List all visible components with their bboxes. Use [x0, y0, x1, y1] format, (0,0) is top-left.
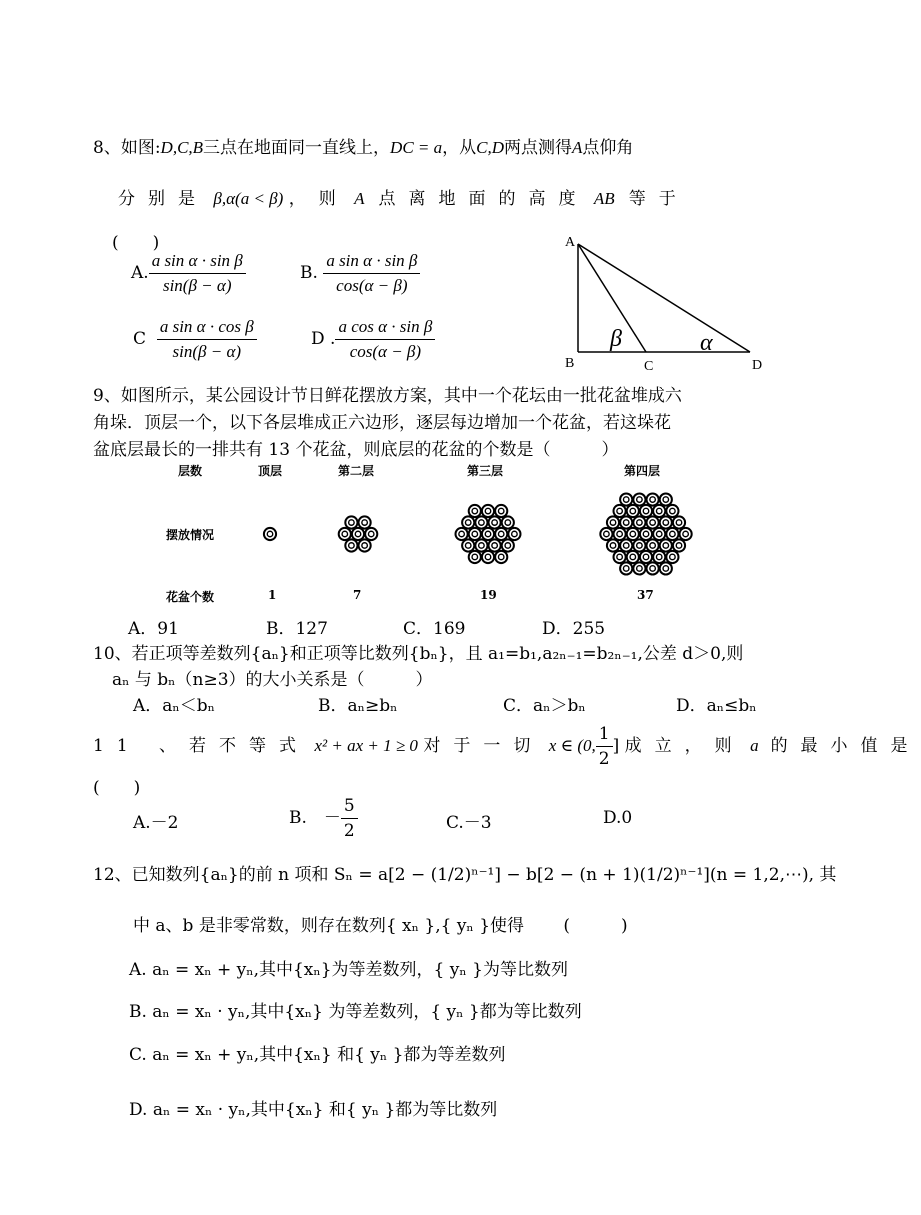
q8-option-c — [133, 316, 257, 363]
q8-points: D,C,B — [160, 138, 204, 157]
hexagon-layer-4 — [600, 493, 691, 574]
flowerpot — [614, 551, 626, 563]
q8-option-b — [300, 250, 420, 297]
flowerpot-inner — [630, 554, 635, 559]
q8-text: 三点在地面同一直线上， — [203, 138, 391, 158]
flowerpot — [614, 505, 626, 517]
hexagon-layer-2 — [339, 516, 378, 551]
q10-line1: 10、若正项等差数列{aₙ}和正项等比数列{bₙ}，且 a₁=b₁,a₂ₙ₋₁=b₂ₙ₋₁,公差 d＞0,则 — [93, 644, 744, 664]
flowerpot — [456, 528, 468, 540]
flowerpot — [647, 539, 659, 551]
flowerpot-inner — [656, 554, 661, 559]
flowerpot-inner — [485, 531, 490, 536]
q9-line3: 盆底层最长的一排共有 13 个花盆，则底层的花盆的个数是（ ） — [93, 440, 619, 460]
flowerpot-inner — [663, 520, 668, 525]
flowerpot-inner — [349, 520, 354, 525]
fraction — [157, 316, 257, 363]
q11-set-close: ] — [612, 736, 620, 756]
q11-var: a — [750, 736, 759, 755]
q8-text: ，从 — [442, 138, 477, 158]
denominator: cos(α − β) — [336, 276, 408, 295]
q8-line2 — [118, 184, 689, 209]
numerator: a sin α · sin β — [323, 250, 420, 274]
flowerpot-inner — [485, 508, 490, 513]
flowerpot-inner — [650, 543, 655, 548]
flowerpot — [673, 516, 685, 528]
q11-text: 成立，则 — [624, 736, 745, 756]
flowerpot — [475, 516, 487, 528]
flowerpot-inner — [623, 520, 628, 525]
flowerpot-inner — [267, 531, 272, 536]
flowerpot — [365, 528, 377, 540]
flowerpot-inner — [663, 497, 668, 502]
flowerpot — [469, 551, 481, 563]
flowerpot-inner — [643, 508, 648, 513]
q10-line2: aₙ 与 bₙ（n≥3）的大小关系是（ ） — [112, 670, 433, 690]
label-beta: β — [610, 326, 622, 352]
flowerpot-inner — [465, 543, 470, 548]
flowerpot — [620, 562, 632, 574]
q9-layer-3-label: 第三层 — [467, 464, 504, 478]
flowerpot-inner — [643, 531, 648, 536]
flowerpot — [345, 539, 357, 551]
flowerpot — [495, 528, 507, 540]
flowerpot — [475, 539, 487, 551]
q9-option-d: D．255 — [542, 619, 606, 639]
flowerpot-inner — [630, 508, 635, 513]
flowerpot — [653, 528, 665, 540]
flowerpot — [633, 493, 645, 505]
flowerpot-inner — [362, 543, 367, 548]
q9-line1: 9、如图所示，某公园设计节日鲜花摆放方案，其中一个花坛由一批花盆堆成六 — [93, 386, 682, 406]
q8-text: 分别是 — [118, 189, 208, 209]
flowerpot-inner — [637, 520, 642, 525]
denominator: sin(β − α) — [162, 276, 232, 295]
q11-text: 11 、若不等式 — [93, 736, 310, 756]
q9-count-4: 37 — [637, 588, 654, 602]
flowerpot — [614, 528, 626, 540]
flowerpot — [640, 505, 652, 517]
q8-paren: ( ) — [112, 233, 160, 253]
numerator: a sin α · sin β — [149, 250, 246, 274]
flowerpot — [508, 528, 520, 540]
flowerpot-inner — [472, 531, 477, 536]
flowerpot-inner — [604, 531, 609, 536]
flowerpot-inner — [472, 554, 477, 559]
flowerpot-inner — [465, 520, 470, 525]
flowerpot — [600, 528, 612, 540]
flowerpot-inner — [650, 566, 655, 571]
q8-text: 8、如图: — [93, 138, 161, 158]
flowerpot — [620, 493, 632, 505]
q9-count-1: 1 — [268, 588, 277, 602]
option-label: A. — [131, 263, 149, 283]
flowerpot-inner — [670, 531, 675, 536]
q9-option-a: A．91 — [128, 619, 179, 639]
q9-line2: 角垛．顶层一个，以下各层堆成正六边形，逐层每边增加一个花盆，若这垛花 — [93, 413, 671, 433]
fraction — [335, 316, 435, 363]
flowerpot-inner — [623, 497, 628, 502]
flowerpot-inner — [498, 531, 503, 536]
q9-layer-2-label: 第二层 — [338, 464, 375, 478]
flowerpot-inner — [349, 543, 354, 548]
flowerpot-inner — [498, 554, 503, 559]
option-label: B. － — [289, 808, 341, 828]
flowerpot — [633, 516, 645, 528]
flowerpot-inner — [512, 531, 517, 536]
flowerpot — [620, 539, 632, 551]
flowerpot-inner — [683, 531, 688, 536]
flowerpot — [489, 516, 501, 528]
q8-angles: β,α — [213, 189, 236, 208]
q11-text: 对于一切 — [423, 736, 544, 756]
flowerpot-inner — [610, 543, 615, 548]
q11-text: 的最小值是 — [770, 736, 921, 756]
flowerpot — [469, 528, 481, 540]
flowerpot-inner — [630, 531, 635, 536]
label-alpha: α — [700, 330, 713, 356]
numerator: 1 — [596, 723, 613, 747]
q8-seg-ab: AB — [593, 189, 615, 208]
q8-text: ，则 — [288, 189, 349, 209]
flowerpot-inner — [355, 531, 360, 536]
flowerpot-inner — [663, 566, 668, 571]
q8-line1 — [93, 133, 633, 158]
flowerpot — [482, 505, 494, 517]
flowerpot — [359, 516, 371, 528]
flowerpot — [627, 551, 639, 563]
q12-line2: 中 a、b 是非零常数，则存在数列{ xₙ },{ yₙ }使得 ( ) — [133, 916, 628, 936]
label-c: C — [644, 359, 654, 374]
flowerpot-inner — [637, 497, 642, 502]
q8-point-a: A — [572, 138, 583, 157]
flowerpot-inner — [676, 520, 681, 525]
q8-text: 点仰角 — [582, 138, 634, 158]
flowerpot — [495, 505, 507, 517]
q11-option-d: D.0 — [603, 808, 633, 828]
q12-option-c: C. aₙ = xₙ + yₙ,其中{xₙ} 和{ yₙ }都为等差数列 — [129, 1045, 506, 1065]
fraction — [323, 250, 420, 297]
q12-option-a: A. aₙ = xₙ + yₙ,其中{xₙ}为等差数列，{ yₙ }为等比数列 — [129, 960, 568, 980]
q11-option-b — [289, 795, 358, 842]
q11-paren: ( ) — [93, 778, 141, 798]
q9-layer-4-label: 第四层 — [624, 464, 661, 478]
q8-text: 两点测得 — [504, 138, 573, 158]
flowerpot-inner — [479, 520, 484, 525]
flowerpot — [666, 505, 678, 517]
flowerpot-inner — [656, 531, 661, 536]
flowerpot — [640, 528, 652, 540]
q9-count-2: 7 — [353, 588, 362, 602]
flowerpot — [633, 562, 645, 574]
flowerpot — [462, 539, 474, 551]
flowerpot-inner — [610, 520, 615, 525]
q11-option-a: A.－2 — [133, 813, 179, 833]
hexagon-layer-1 — [264, 528, 276, 540]
flowerpot-inner — [492, 543, 497, 548]
label-b: B — [565, 356, 575, 371]
flowerpot-inner — [498, 508, 503, 513]
flowerpot — [627, 505, 639, 517]
flowerpot — [660, 539, 672, 551]
flowerpot — [264, 528, 276, 540]
q9-flowerpot-hexagons — [160, 478, 720, 588]
flowerpot — [482, 551, 494, 563]
flowerpot-inner — [623, 566, 628, 571]
flowerpot — [359, 539, 371, 551]
flowerpot — [482, 528, 494, 540]
flowerpot-inner — [362, 520, 367, 525]
flowerpot — [627, 528, 639, 540]
flowerpot — [666, 528, 678, 540]
q9-table-label-layers: 层数 — [178, 464, 203, 478]
flowerpot-inner — [656, 508, 661, 513]
flowerpot — [502, 539, 514, 551]
q11-line1 — [93, 723, 921, 770]
q11-set: x ∈ (0, — [548, 736, 596, 755]
option-label: B. — [300, 263, 318, 283]
flowerpot — [607, 516, 619, 528]
label-a: A — [565, 235, 576, 250]
flowerpot — [462, 516, 474, 528]
denominator: 2 — [598, 749, 610, 769]
flowerpot-inner — [505, 543, 510, 548]
q9-table-label-layout: 摆放情况 — [166, 528, 215, 542]
numerator: a sin α · cos β — [157, 316, 257, 340]
hexagon-layer-3 — [456, 505, 521, 563]
flowerpot — [666, 551, 678, 563]
flowerpot — [352, 528, 364, 540]
q9-layer-1-label: 顶层 — [258, 464, 283, 478]
q12-option-d: D. aₙ = xₙ · yₙ,其中{xₙ} 和{ yₙ }都为等比数列 — [129, 1100, 498, 1120]
q8-text: 点离地面的高度 — [378, 189, 589, 209]
q9-count-3: 19 — [480, 588, 497, 602]
flowerpot-inner — [670, 554, 675, 559]
segment-ad — [578, 244, 750, 352]
flowerpot-inner — [617, 508, 622, 513]
q8-triangle-figure — [560, 230, 770, 375]
flowerpot — [607, 539, 619, 551]
flowerpot-inner — [472, 508, 477, 513]
flowerpot — [680, 528, 692, 540]
numerator: 5 — [341, 795, 358, 819]
numerator: a cos α · sin β — [335, 316, 435, 340]
flowerpot-inner — [505, 520, 510, 525]
q9-option-b: B．127 — [266, 619, 328, 639]
flowerpot-inner — [485, 554, 490, 559]
flowerpot — [673, 539, 685, 551]
flowerpot — [345, 516, 357, 528]
flowerpot — [620, 516, 632, 528]
q9-table-label-count: 花盆个数 — [166, 590, 215, 604]
flowerpot-inner — [663, 543, 668, 548]
flowerpot — [469, 505, 481, 517]
flowerpot — [489, 539, 501, 551]
flowerpot — [647, 493, 659, 505]
flowerpot-inner — [676, 543, 681, 548]
q10-option-d: D．aₙ≤bₙ — [676, 696, 757, 716]
q8-option-a — [131, 250, 246, 297]
flowerpot-inner — [623, 543, 628, 548]
flowerpot — [647, 516, 659, 528]
flowerpot-inner — [479, 543, 484, 548]
q8-option-d — [311, 316, 435, 363]
flowerpot-inner — [670, 508, 675, 513]
flowerpot — [495, 551, 507, 563]
flowerpot-inner — [617, 531, 622, 536]
flowerpot — [647, 562, 659, 574]
flowerpot-inner — [643, 554, 648, 559]
flowerpot — [653, 505, 665, 517]
flowerpot-inner — [637, 543, 642, 548]
q11-inequality: x² + ax + 1 ≥ 0 — [314, 736, 418, 755]
flowerpot-inner — [368, 531, 373, 536]
flowerpot — [502, 516, 514, 528]
flowerpot — [660, 493, 672, 505]
flowerpot-inner — [617, 554, 622, 559]
flowerpot-inner — [650, 497, 655, 502]
fraction — [341, 795, 358, 842]
option-label: C — [133, 329, 147, 349]
q10-option-a: A．aₙ＜bₙ — [133, 696, 216, 716]
flowerpot — [660, 516, 672, 528]
q8-text: 等于 — [628, 189, 689, 209]
fraction — [596, 723, 613, 770]
q9-option-c: C．169 — [403, 619, 466, 639]
q8-points-cd: C,D — [476, 138, 505, 157]
q8-cond: (a < β) — [235, 189, 284, 208]
option-label: D . — [311, 329, 336, 349]
q8-dc-eq: DC = a — [390, 138, 443, 157]
flowerpot — [653, 551, 665, 563]
q12-option-b: B. aₙ = xₙ · yₙ,其中{xₙ} 为等差数列，{ yₙ }都为等比数列 — [129, 1002, 582, 1022]
label-d: D — [752, 358, 763, 373]
fraction — [149, 250, 246, 297]
flowerpot — [660, 562, 672, 574]
q11-option-c: C.－3 — [446, 813, 492, 833]
flowerpot — [339, 528, 351, 540]
denominator: cos(α − β) — [349, 342, 422, 361]
flowerpot-inner — [342, 531, 347, 536]
denominator: sin(β − α) — [172, 342, 242, 361]
flowerpot-inner — [650, 520, 655, 525]
flowerpot-inner — [492, 520, 497, 525]
flowerpot — [633, 539, 645, 551]
flowerpot — [640, 551, 652, 563]
q10-option-b: B．aₙ≥bₙ — [318, 696, 398, 716]
flowerpot-inner — [459, 531, 464, 536]
denominator: 2 — [343, 821, 355, 841]
q8-point-a: A — [354, 189, 365, 208]
q12-line1: 12、已知数列{aₙ}的前 n 项和 Sₙ = a[2 − (1/2)ⁿ⁻¹] − b[2 − (n + 1)(1/2)ⁿ⁻¹](n = 1,2,⋯), 其 — [93, 865, 837, 885]
flowerpot-inner — [637, 566, 642, 571]
q10-option-c: C．aₙ＞bₙ — [503, 696, 586, 716]
